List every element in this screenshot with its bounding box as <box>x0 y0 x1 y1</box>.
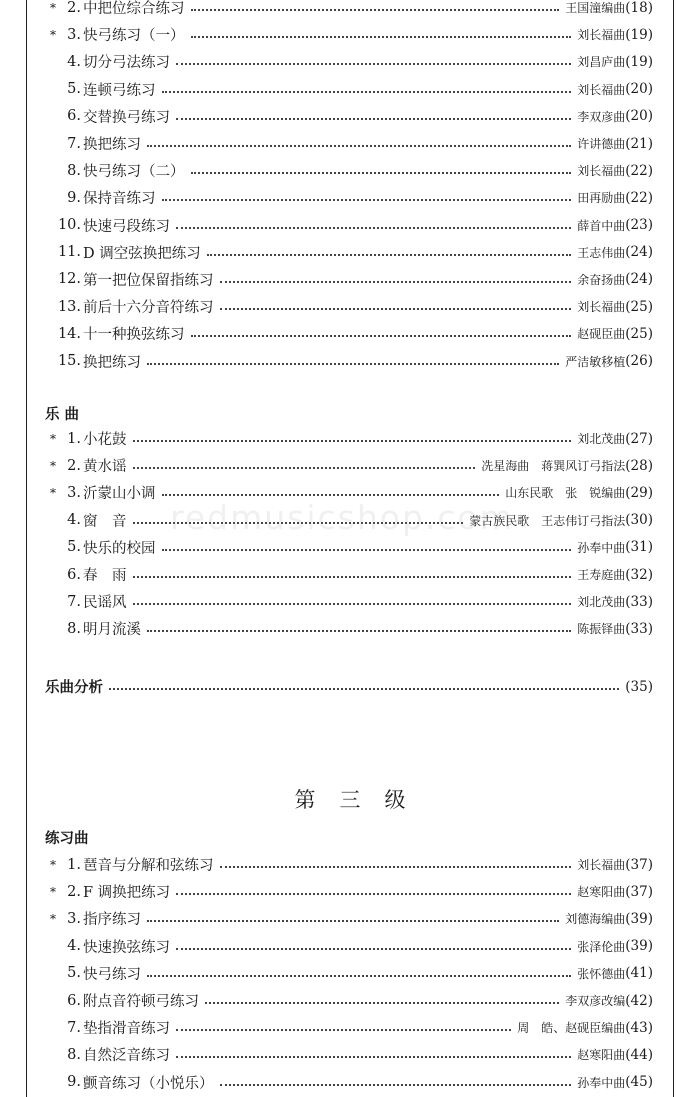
toc-page <box>26 0 674 1097</box>
entry-star-mark: * <box>50 458 56 473</box>
toc-entry[interactable] <box>45 479 653 506</box>
entry-author: 山东民歌 张 锐编曲 <box>505 486 626 501</box>
entry-number: 1. <box>67 856 81 873</box>
dot-leader <box>162 198 572 201</box>
dot-leader <box>133 466 476 469</box>
dot-leader <box>176 62 571 65</box>
exercise-list-level3 <box>45 851 653 1096</box>
entry-title: 第一把位保留指练习 <box>83 272 214 289</box>
entry-number: 9. <box>67 1074 81 1091</box>
dot-leader <box>191 171 572 174</box>
entry-page: (20) <box>625 108 653 125</box>
entry-page: (18) <box>625 0 653 16</box>
entry-number: 11. <box>57 244 81 261</box>
entry-page: (30) <box>625 512 653 529</box>
entry-number: 7. <box>67 593 81 610</box>
entry-number: 8. <box>67 620 81 637</box>
dot-leader <box>176 117 571 120</box>
entry-title: 春 雨 <box>83 568 127 585</box>
dot-leader <box>220 307 572 310</box>
entry-number: 4. <box>67 512 81 529</box>
dot-leader <box>109 687 619 690</box>
toc-entry[interactable] <box>45 1069 653 1096</box>
dot-leader <box>147 919 559 922</box>
entry-title: 垫指滑音练习 <box>83 1021 170 1038</box>
level-title: 第三级 <box>294 788 430 812</box>
toc-entry[interactable] <box>45 320 653 347</box>
entry-star-mark: * <box>50 27 56 42</box>
entry-title: 明月流溪 <box>83 622 141 639</box>
entry-number: 5. <box>67 965 81 982</box>
entry-page: (26) <box>625 353 653 370</box>
entry-title: 快弓练习（一） <box>83 28 185 45</box>
entry-title: 快速弓段练习 <box>83 218 170 235</box>
entry-number: 9. <box>67 189 81 206</box>
toc-entry[interactable] <box>45 48 653 75</box>
toc-entry[interactable] <box>45 239 653 266</box>
entry-author: 周 皓、赵砚臣编曲 <box>517 1021 626 1036</box>
entry-number: 14. <box>57 325 81 342</box>
entry-number: 4. <box>67 938 81 955</box>
entry-author: 刘长福曲 <box>577 858 626 873</box>
entry-number: 1. <box>67 430 81 447</box>
entry-page: (37) <box>625 883 653 900</box>
entry-author: 陈振铎曲 <box>577 622 626 637</box>
entry-title: 十一种换弦练习 <box>83 327 185 344</box>
toc-entry[interactable] <box>45 157 653 184</box>
entry-title: 窗 音 <box>83 513 127 530</box>
entry-number: 6. <box>67 566 81 583</box>
entry-title: 指序练习 <box>83 912 141 929</box>
entry-author: 刘长福曲 <box>577 82 626 97</box>
entry-author: 严洁敏移植 <box>565 354 626 369</box>
entry-page: (20) <box>625 81 653 98</box>
entry-page: (33) <box>625 593 653 610</box>
entry-author: 刘北茂曲 <box>577 595 626 610</box>
toc-entry[interactable] <box>45 76 653 103</box>
entry-number: 8. <box>67 162 81 179</box>
entry-title: 前后十六分音符练习 <box>83 300 214 317</box>
toc-entry[interactable] <box>45 212 653 239</box>
entry-number: 2. <box>67 883 81 900</box>
entry-page: (43) <box>625 1019 653 1036</box>
entry-page: (32) <box>625 566 653 583</box>
entry-number: 3. <box>67 26 81 43</box>
entry-page: (31) <box>625 539 653 556</box>
entry-author: 李双彦曲 <box>577 109 626 124</box>
entry-page: (41) <box>625 965 653 982</box>
entry-author: 孙奉中曲 <box>577 540 626 555</box>
entry-author: 蒙古族民歌 王志伟订弓指法 <box>469 513 626 528</box>
entry-number: 7. <box>67 135 81 152</box>
entry-page: (29) <box>625 484 653 501</box>
entry-number: 7. <box>67 1019 81 1036</box>
entry-author: 田再励曲 <box>577 191 626 206</box>
toc-entry[interactable] <box>45 851 653 878</box>
entry-author: 许讲德曲 <box>577 137 626 152</box>
entry-title: 快乐的校园 <box>83 540 156 557</box>
dot-leader <box>162 548 572 551</box>
entry-number: 6. <box>67 992 81 1009</box>
entry-title: D 调空弦换把练习 <box>83 245 201 262</box>
entry-author: 赵寒阳曲 <box>577 1048 626 1063</box>
entry-page: (21) <box>625 135 653 152</box>
entry-number: 6. <box>67 108 81 125</box>
entry-page: (42) <box>625 992 653 1009</box>
entry-author: 薛首中曲 <box>577 218 626 233</box>
pieces-heading: 乐 曲 <box>45 407 80 423</box>
toc-entry[interactable] <box>45 905 653 932</box>
entry-author: 李双彦改编 <box>565 994 626 1009</box>
entry-star-mark: * <box>50 884 56 899</box>
entry-number: 10. <box>57 217 81 234</box>
entry-title: 颤音练习（小悦乐） <box>83 1075 214 1092</box>
toc-entry[interactable] <box>45 987 653 1014</box>
toc-entry[interactable] <box>45 878 653 905</box>
dot-leader <box>191 8 560 11</box>
dot-leader <box>191 334 572 337</box>
entry-title: 沂蒙山小调 <box>83 486 156 503</box>
pieces-list <box>45 425 653 643</box>
toc-entry[interactable] <box>45 1014 653 1041</box>
entry-number: 3. <box>67 484 81 501</box>
entry-page: (22) <box>625 189 653 206</box>
toc-entry[interactable] <box>45 130 653 157</box>
toc-entry[interactable] <box>45 561 653 588</box>
dot-leader <box>147 144 571 147</box>
dot-leader <box>147 629 571 632</box>
toc-entry[interactable] <box>45 347 653 374</box>
dot-leader <box>205 1001 559 1004</box>
dot-leader <box>220 865 572 868</box>
entry-page: (23) <box>625 217 653 234</box>
toc-entry[interactable] <box>45 933 653 960</box>
entry-author: 张泽伦曲 <box>577 939 626 954</box>
entry-title: 中把位综合练习 <box>83 1 185 18</box>
entry-page: (45) <box>625 1074 653 1091</box>
entry-page: (25) <box>625 325 653 342</box>
entry-title: 黄水谣 <box>83 459 127 476</box>
entry-author: 刘长福曲 <box>577 164 626 179</box>
entry-author: 王寿庭曲 <box>577 568 626 583</box>
toc-entry[interactable] <box>45 1041 653 1068</box>
entry-star-mark: * <box>50 431 56 446</box>
dot-leader <box>220 280 572 283</box>
toc-entry[interactable] <box>45 588 653 615</box>
entry-page: (19) <box>625 26 653 43</box>
entry-star-mark: * <box>50 485 56 500</box>
dot-leader <box>133 521 464 524</box>
dot-leader <box>176 1055 571 1058</box>
dot-leader <box>207 253 572 256</box>
entry-page: (37) <box>625 856 653 873</box>
entry-page: (19) <box>625 53 653 70</box>
entry-author: 刘昌庐曲 <box>577 55 626 70</box>
entry-author: 刘长福曲 <box>577 300 626 315</box>
entry-number: 2. <box>67 0 81 16</box>
entry-number: 13. <box>57 298 81 315</box>
entry-author: 孙奉中曲 <box>577 1075 626 1090</box>
entry-page: (22) <box>625 162 653 179</box>
entry-page: (25) <box>625 298 653 315</box>
entry-title: 快弓练习 <box>83 966 141 983</box>
entry-number: 5. <box>67 81 81 98</box>
toc-entry[interactable] <box>45 184 653 211</box>
entry-title: 附点音符顿弓练习 <box>83 994 199 1011</box>
entry-title: 交替换弓练习 <box>83 109 170 126</box>
dot-leader <box>133 602 572 605</box>
entry-number: 15. <box>57 353 81 370</box>
entry-author: 余奋扬曲 <box>577 272 626 287</box>
entry-author: 王国潼编曲 <box>565 1 626 16</box>
entry-star-mark: * <box>50 911 56 926</box>
toc-entry[interactable] <box>45 0 653 21</box>
entry-title: 快弓练习（二） <box>83 164 185 181</box>
entry-author: 刘德海编曲 <box>565 912 626 927</box>
analysis-page: (35) <box>625 678 653 695</box>
analysis-entry[interactable] <box>45 673 653 700</box>
entry-title: 保持音练习 <box>83 191 156 208</box>
entry-author: 刘北茂曲 <box>577 432 626 447</box>
entry-number: 3. <box>67 910 81 927</box>
entry-title: 换把练习 <box>83 354 141 371</box>
entry-number: 8. <box>67 1046 81 1063</box>
dot-leader <box>133 439 572 442</box>
toc-entry[interactable] <box>45 425 653 452</box>
toc-entry[interactable] <box>45 103 653 130</box>
entry-page: (24) <box>625 271 653 288</box>
dot-leader <box>162 90 572 93</box>
toc-entry[interactable] <box>45 452 653 479</box>
entry-number: 12. <box>57 271 81 288</box>
entry-page: (39) <box>625 938 653 955</box>
entry-star-mark: * <box>50 0 56 15</box>
dot-leader <box>133 575 572 578</box>
toc-entry[interactable] <box>45 266 653 293</box>
analysis-label: 乐曲分析 <box>45 680 103 696</box>
toc-entry[interactable] <box>45 293 653 320</box>
exercise-list-level2 <box>45 0 653 375</box>
entry-title: 快速换弦练习 <box>83 939 170 956</box>
entry-title: 换把练习 <box>83 137 141 154</box>
entry-author: 赵砚臣曲 <box>577 327 626 342</box>
entry-page: (39) <box>625 910 653 927</box>
dot-leader <box>220 1083 572 1086</box>
entry-author: 赵寒阳曲 <box>577 885 626 900</box>
toc-entry[interactable] <box>45 615 653 642</box>
dot-leader <box>176 947 571 950</box>
entry-page: (28) <box>625 457 653 474</box>
entry-page: (44) <box>625 1046 653 1063</box>
level3-heading: 练习曲 <box>45 831 89 847</box>
dot-leader <box>176 892 571 895</box>
entry-author: 张怀德曲 <box>577 966 626 981</box>
dot-leader <box>147 974 571 977</box>
entry-title: 民谣风 <box>83 595 127 612</box>
entry-page: (24) <box>625 244 653 261</box>
entry-number: 4. <box>67 53 81 70</box>
entry-author: 王志伟曲 <box>577 245 626 260</box>
dot-leader <box>147 362 559 365</box>
toc-entry[interactable] <box>45 534 653 561</box>
toc-entry[interactable] <box>45 21 653 48</box>
toc-entry[interactable] <box>45 960 653 987</box>
dot-leader <box>176 226 571 229</box>
dot-leader <box>162 493 500 496</box>
entry-author: 冼星海曲 蒋巽风订弓指法 <box>481 459 626 474</box>
entry-number: 5. <box>67 539 81 556</box>
dot-leader <box>191 35 572 38</box>
entry-star-mark: * <box>50 857 56 872</box>
entry-title: 小花鼓 <box>83 432 127 449</box>
entry-title: 琶音与分解和弦练习 <box>83 858 214 875</box>
entry-page: (27) <box>625 430 653 447</box>
watermark-text: redmusicshop.com <box>170 498 514 537</box>
entry-author: 刘长福曲 <box>577 28 626 43</box>
dot-leader <box>176 1028 511 1031</box>
entry-number: 2. <box>67 457 81 474</box>
entry-title: 自然泛音练习 <box>83 1048 170 1065</box>
toc-entry[interactable] <box>45 507 653 534</box>
entry-title: 连顿弓练习 <box>83 82 156 99</box>
entry-page: (33) <box>625 620 653 637</box>
entry-title: 切分弓法练习 <box>83 55 170 72</box>
entry-title: F 调换把练习 <box>83 885 171 902</box>
